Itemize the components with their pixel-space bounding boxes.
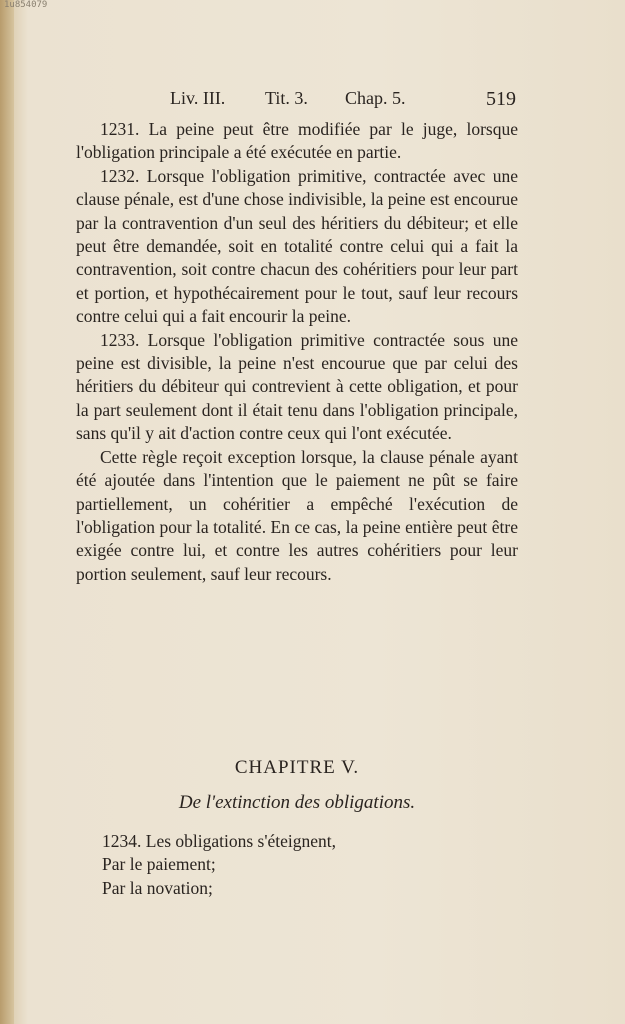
article-1234-line: 1234. Les obligations s'éteignent,: [102, 831, 337, 851]
article-1234-block: [102, 830, 518, 900]
article-1232: 1232. Lorsque l'obligation primitive, contractée avec une clause pénale, est d'une chose indivisible, la peine est encourue par la contravention d'un seul des héritiers du débiteur; et elle peut être demandée, soit en totalité contre celui qui a fait la contravention, soit contre chacun des cohéritiers pour leur part et portion, et hypothécairement pour le tout, sauf leur recours contre celui qui a fait encourir la peine.: [76, 165, 518, 327]
header-chapter: Chap. 5.: [345, 88, 406, 108]
article-1233-exception: Cette règle reçoit exception lorsque, la clause pénale ayant été ajoutée dans l'intention que le paiement ne pût se faire partiellement, un cohéritier a empêché l'exécution de l'obligation pour la totalité. En ce cas, la peine entière peut être exigée contre lui, et contre les autres cohéritiers pour leur portion seulement, sauf leur recours.: [76, 446, 518, 584]
running-header: [170, 88, 520, 112]
page-gutter: [0, 0, 14, 1024]
chapter-heading: CHAPITRE V.: [234, 757, 360, 778]
article-1234-item: Par le paiement;: [102, 854, 216, 875]
header-title: Tit. 3.: [265, 88, 308, 108]
article-1234-item: Par la novation;: [102, 877, 213, 898]
article-1233: 1233. Lorsque l'obligation primitive contractée sous une peine est divisible, la peine n'est encourue que par celui des héritiers du débiteur qui contrevient à cette obligation, et pour la part seulement dont il était tenu dans l'obligation principale, sans qu'il y ait d'action contre ceux qui l'ont exécutée.: [76, 329, 518, 444]
page-number: 519: [486, 88, 516, 110]
library-stamp: 1u854079: [4, 0, 48, 10]
article-1231: 1231. La peine peut être modifiée par le juge, lorsque l'obligation principale a été exécutée en partie.: [76, 119, 518, 163]
header-book: Liv. III.: [170, 88, 226, 108]
chapter-subtitle: De l'extinction des obligations.: [178, 792, 416, 813]
page-body: [76, 118, 518, 586]
